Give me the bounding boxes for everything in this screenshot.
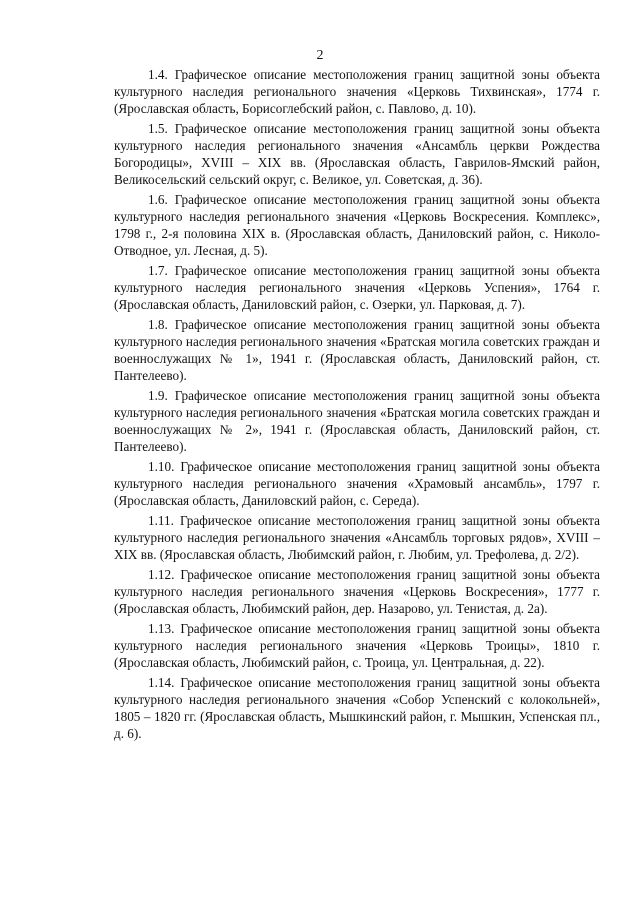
paragraph-1-7 [114, 262, 600, 313]
paragraph-1-14 [114, 674, 600, 742]
paragraph-number: 1.11. [148, 513, 174, 528]
paragraph-text: Графическое описание местоположения границ защитной зоны объекта культурного наследия регионального значения «Церковь Троицы», 1810 г. (Ярославская область, Любимский район, с. Троица, ул. Центральная, д. 22). [114, 621, 600, 670]
paragraph-number: 1.6. [148, 192, 168, 207]
paragraph-number: 1.8. [148, 317, 168, 332]
paragraph-text: Графическое описание местоположения границ защитной зоны объекта культурного наследия регионального значения «Братская могила советских граждан и военнослужащих № 2», 1941 г. (Ярославская область, Даниловский район, ст. Пантелеево). [114, 388, 600, 454]
document-body [114, 66, 600, 745]
paragraph-1-6 [114, 191, 600, 259]
page-number: 2 [316, 48, 324, 63]
paragraph-1-11 [114, 512, 600, 563]
paragraph-text: Графическое описание местоположения границ защитной зоны объекта культурного наследия регионального значения «Церковь Воскресения. Комплекс», 1798 г., 2-я половина XIX в. (Ярославская область, Даниловский район, с. Николо-Отводное, ул. Лесная, д. 5). [114, 192, 600, 258]
paragraph-text: Графическое описание местоположения границ защитной зоны объекта культурного наследия регионального значения «Храмовый ансамбль», 1797 г. (Ярославская область, Даниловский район, с. Середа). [114, 459, 600, 508]
paragraph-text: Графическое описание местоположения границ защитной зоны объекта культурного наследия регионального значения «Братская могила советских граждан и военнослужащих № 1», 1941 г. (Ярославская область, Даниловский район, ст. Пантелеево). [114, 317, 600, 383]
paragraph-1-13 [114, 620, 600, 671]
paragraph-1-8 [114, 316, 600, 384]
paragraph-1-10 [114, 458, 600, 509]
paragraph-number: 1.4. [148, 67, 168, 82]
paragraph-number: 1.7. [148, 263, 168, 278]
paragraph-number: 1.14. [148, 675, 175, 690]
paragraph-number: 1.13. [148, 621, 175, 636]
paragraph-text: Графическое описание местоположения границ защитной зоны объекта культурного наследия регионального значения «Ансамбль торговых рядов», XVIII – XIX вв. (Ярославская область, Любимский район, г. Любим, ул. Трефолева, д. 2/2). [114, 513, 600, 562]
paragraph-1-4 [114, 66, 600, 117]
paragraph-number: 1.9. [148, 388, 168, 403]
paragraph-text: Графическое описание местоположения границ защитной зоны объекта культурного наследия регионального значения «Церковь Тихвинская», 1774 г. (Ярославская область, Борисоглебский район, с. Павлово, д. 10). [114, 67, 600, 116]
paragraph-text: Графическое описание местоположения границ защитной зоны объекта культурного наследия регионального значения «Ансамбль церкви Рождества Богородицы», XVIII – XIX вв. (Ярославская область, Гаврилов-Ямский район, Великосельский сельский округ, с. Великое, ул. Советская, д. 36). [114, 121, 600, 187]
paragraph-number: 1.12. [148, 567, 175, 582]
paragraph-text: Графическое описание местоположения границ защитной зоны объекта культурного наследия регионального значения «Церковь Воскресения», 1777 г. (Ярославская область, Любимский район, дер. Назарово, ул. Тенистая, д. 2а). [114, 567, 600, 616]
paragraph-1-5 [114, 120, 600, 188]
paragraph-text: Графическое описание местоположения границ защитной зоны объекта культурного наследия регионального значения «Собор Успенский с колокольней», 1805 – 1820 гг. (Ярославская область, Мышкинский район, г. Мышкин, Успенская пл., д. 6). [114, 675, 600, 741]
paragraph-number: 1.10. [148, 459, 175, 474]
paragraph-number: 1.5. [148, 121, 168, 136]
paragraph-text: Графическое описание местоположения границ защитной зоны объекта культурного наследия регионального значения «Церковь Успения», 1764 г. (Ярославская область, Даниловский район, с. Озерки, ул. Парковая, д. 7). [114, 263, 600, 312]
paragraph-1-9 [114, 387, 600, 455]
paragraph-1-12 [114, 566, 600, 617]
